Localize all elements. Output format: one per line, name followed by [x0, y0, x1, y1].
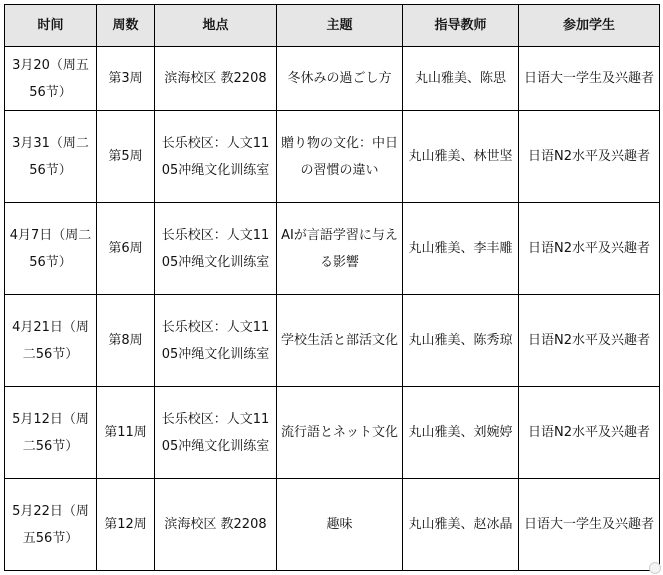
cell-place: 长乐校区：人文1105冲绳文化训练室	[155, 295, 277, 387]
cell-time: 5月22日（周五56节）	[5, 479, 97, 571]
resize-handle-icon	[649, 562, 661, 574]
header-topic: 主题	[277, 5, 403, 47]
cell-time: 4月21日（周二56节）	[5, 295, 97, 387]
cell-topic: 贈り物の文化：中日の習慣の違い	[277, 111, 403, 203]
cell-week: 第5周	[97, 111, 155, 203]
cell-place: 滨海校区 教2208	[155, 479, 277, 571]
table-row	[5, 203, 660, 295]
header-time: 时间	[5, 5, 97, 47]
cell-place: 长乐校区：人文1105冲绳文化训练室	[155, 111, 277, 203]
cell-time: 5月12日（周二56节）	[5, 387, 97, 479]
cell-week: 第11周	[97, 387, 155, 479]
cell-week: 第8周	[97, 295, 155, 387]
cell-students: 日语大一学生及兴趣者	[519, 47, 660, 111]
cell-students: 日语N2水平及兴趣者	[519, 387, 660, 479]
header-row	[5, 5, 660, 47]
cell-topic: 学校生活と部活文化	[277, 295, 403, 387]
cell-teacher: 丸山雅美、赵冰晶	[403, 479, 519, 571]
cell-teacher: 丸山雅美、刘婉婷	[403, 387, 519, 479]
cell-time: 3月31（周二56节）	[5, 111, 97, 203]
table-row	[5, 387, 660, 479]
cell-teacher: 丸山雅美、陈秀琼	[403, 295, 519, 387]
cell-topic: 流行語とネット文化	[277, 387, 403, 479]
cell-week: 第3周	[97, 47, 155, 111]
header-place: 地点	[155, 5, 277, 47]
cell-teacher: 丸山雅美、陈思	[403, 47, 519, 111]
table-row	[5, 47, 660, 111]
cell-time: 4月7日（周二56节）	[5, 203, 97, 295]
schedule-table	[4, 4, 660, 571]
header-students: 参加学生	[519, 5, 660, 47]
cell-place: 滨海校区 教2208	[155, 47, 277, 111]
cell-students: 日语大一学生及兴趣者	[519, 479, 660, 571]
cell-topic: 趣味	[277, 479, 403, 571]
cell-week: 第6周	[97, 203, 155, 295]
cell-students: 日语N2水平及兴趣者	[519, 111, 660, 203]
table-row	[5, 111, 660, 203]
cell-students: 日语N2水平及兴趣者	[519, 295, 660, 387]
table-row	[5, 295, 660, 387]
cell-place: 长乐校区：人文1105冲绳文化训练室	[155, 387, 277, 479]
cell-students: 日语N2水平及兴趣者	[519, 203, 660, 295]
cell-teacher: 丸山雅美、李丰雕	[403, 203, 519, 295]
cell-week: 第12周	[97, 479, 155, 571]
cell-topic: AIが言語学習に与える影響	[277, 203, 403, 295]
header-teacher: 指导教师	[403, 5, 519, 47]
cell-teacher: 丸山雅美、林世坚	[403, 111, 519, 203]
cell-topic: 冬休みの過ごし方	[277, 47, 403, 111]
table-row	[5, 479, 660, 571]
cell-place: 长乐校区：人文1105冲绳文化训练室	[155, 203, 277, 295]
cell-time: 3月20（周五56节）	[5, 47, 97, 111]
header-week: 周数	[97, 5, 155, 47]
